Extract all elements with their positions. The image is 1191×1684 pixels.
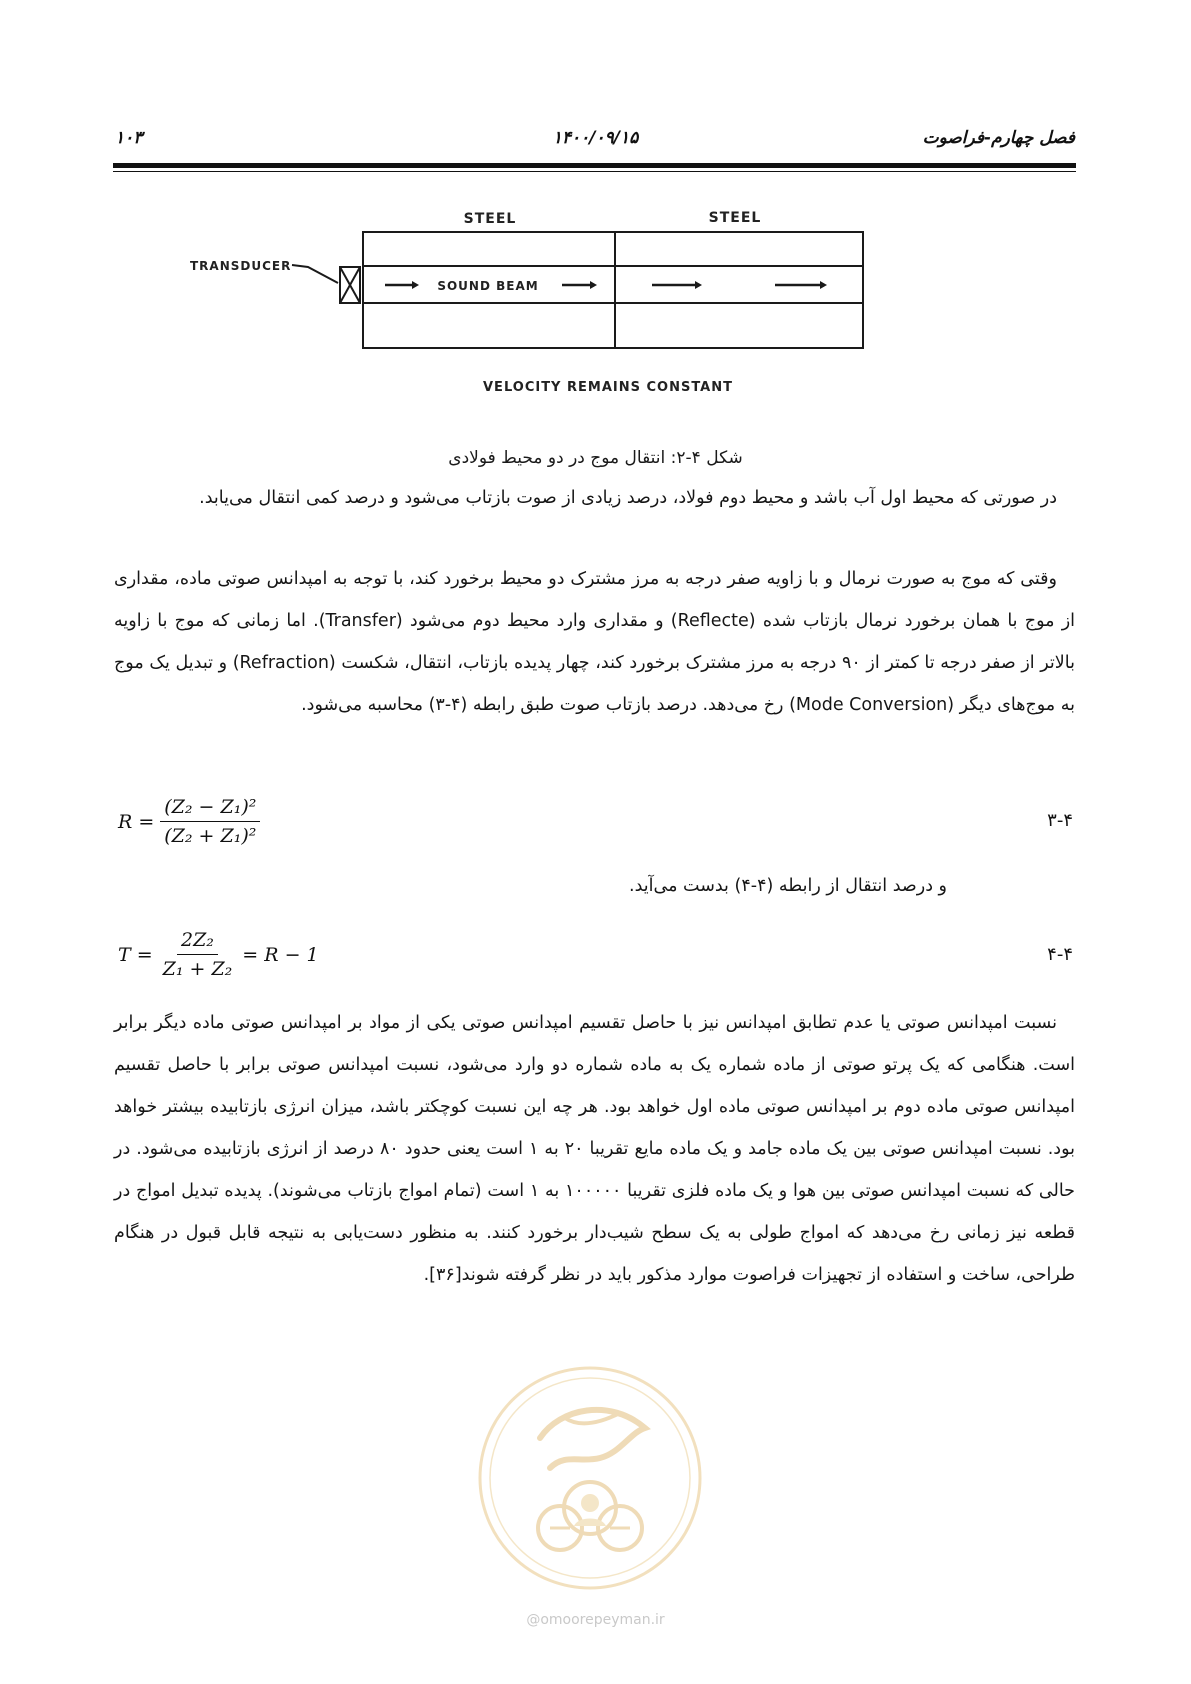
watermark-url: @omoorepeyman.ir	[526, 1612, 665, 1628]
header-rule-thin	[113, 171, 1076, 172]
watermark-logo-icon	[470, 1358, 710, 1598]
beam-arrowhead-1	[412, 281, 419, 289]
transducer-steel-diagram	[190, 205, 950, 445]
paragraph-2-part-b: و مقداری وارد محیط دوم می‌شود	[402, 611, 671, 631]
equation-1-fraction	[160, 796, 260, 847]
paragraph-2-part-c: . اما زمانی که موج با زاویه بالاتر از صفر درجه تا کمتر از ۹۰ درجه به مرز مشترک برخورد کند، چهار پدیده بازتاب، انتقال، شکست	[114, 611, 1075, 673]
paragraph-2-part-a: وقتی که موج به صورت نرمال و با زاویه صفر درجه به مرز مشترک دو محیط برخورد کند، با توجه به امپدانس صوتی ماده، مقداری از موج با همان برخورد نرمال بازتاب شده	[114, 569, 1076, 631]
equation-1-numerator: (Z₂ − Z₁)²	[160, 796, 260, 822]
label-steel-right: STEEL	[708, 210, 762, 226]
paragraph-2	[114, 558, 1075, 726]
equation-2-number: ۴-۴	[1047, 944, 1073, 965]
equation-2-numerator: 2Z₂	[177, 929, 218, 955]
label-velocity: VELOCITY REMAINS CONSTANT	[483, 380, 733, 395]
term-refraction: (Refraction)	[232, 653, 336, 673]
equation-1-lhs: R =	[118, 810, 155, 833]
page-number: ۱۰۳	[115, 128, 143, 148]
paragraph-4: نسبت امپدانس صوتی یا عدم تطابق امپدانس نیز با حاصل تقسیم امپدانس صوتی یکی از مواد بر امپدانس صوتی ماده دیگر برابر است. هنگامی که یک پرتو صوتی از ماده شماره یک به ماده شماره دو وارد می‌شود، نسبت امپدانس صوتی برابر با حاصل تقسیم امپدانس صوتی ماده دوم بر امپدانس صوتی ماده اول خواهد بود. هر چه این نسبت کوچکتر باشد، میزان انرژی بازتابیده بیشتر خواهد بود. نسبت امپدانس صوتی بین یک ماده جامد و یک ماده مایع تقریبا ۲۰ به ۱ است یعنی حدود ۸۰ درصد از انرژی بازتابیده می‌شود. در حالی که نسبت امپدانس صوتی بین هوا و یک ماده فلزی تقریبا ۱۰۰۰۰۰ به ۱ است (تمام امواج بازتاب می‌شوند). پدیده تبدیل امواج در قطعه نیز زمانی رخ می‌دهد که امواج طولی به یک سطح شیب‌دار برخورد کنند. به منظور دست‌یابی به نتیجه قابل قبول در هنگام طراحی، ساخت و استفاده از تجهیزات فراصوت موارد مذکور باید در نظر گرفته شوند[۳۶].	[114, 1013, 1075, 1285]
beam-arrowhead-4	[820, 281, 827, 289]
header-rule-thick	[113, 163, 1076, 168]
figure-caption: شکل ۴-۲: انتقال موج در دو محیط فولادی	[448, 448, 743, 468]
equation-reflection	[118, 796, 266, 847]
label-sound-beam: SOUND BEAM	[437, 279, 539, 293]
equation-1-denominator: (Z₂ + Z₁)²	[164, 825, 257, 847]
equation-2-lhs: T =	[118, 943, 153, 966]
equation-2-fraction	[159, 929, 237, 980]
paragraph-3: و درصد انتقال از رابطه (۴-۴) بدست می‌آید.	[629, 876, 947, 896]
transducer-leader	[292, 265, 338, 283]
term-transfer: (Transfer)	[318, 611, 403, 631]
equation-2-rhs: = R − 1	[242, 943, 319, 966]
term-reflecte: (Reflecte)	[670, 611, 756, 631]
label-steel-left: STEEL	[463, 211, 517, 227]
paragraph-2-part-e: رخ می‌دهد. درصد بازتاب صوت طبق رابطه (۴-۳) محاسبه می‌شود.	[301, 695, 790, 715]
term-mode-conversion: (Mode Conversion)	[789, 695, 955, 715]
paragraph-2-part-d: و تبدیل یک موج به موج‌های دیگر	[114, 653, 1075, 715]
chapter-title: فصل چهارم-فراصوت	[922, 128, 1075, 148]
label-transducer: TRANSDUCER	[190, 259, 292, 273]
equation-2-denominator: Z₁ + Z₂	[162, 958, 233, 980]
beam-arrowhead-3	[695, 281, 702, 289]
header-date: ۱۴۰۰/۰۹/۱۵	[552, 128, 639, 148]
equation-1-number: ۳-۴	[1047, 810, 1073, 831]
beam-arrowhead-2	[590, 281, 597, 289]
equation-transmission	[118, 929, 319, 980]
paragraph-1: در صورتی که محیط اول آب باشد و محیط دوم فولاد، درصد زیادی از صوت بازتاب می‌شود و درصد کمی انتقال می‌یابد.	[199, 488, 1057, 508]
